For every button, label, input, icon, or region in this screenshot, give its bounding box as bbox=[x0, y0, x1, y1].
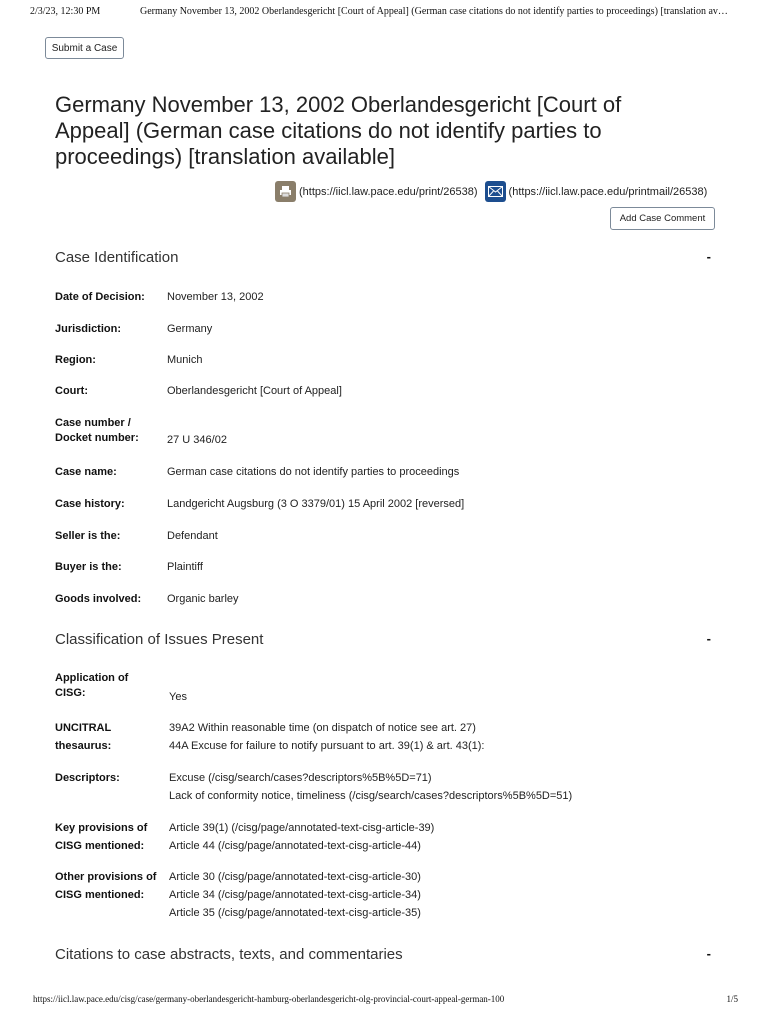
printmail-link[interactable]: (https://iicl.law.pace.edu/printmail/26538) bbox=[508, 185, 708, 198]
case-identification-header[interactable] bbox=[55, 249, 711, 266]
field-case-number: Case number / Docket number: 27 U 346/02 bbox=[55, 417, 227, 446]
printer-icon[interactable] bbox=[275, 181, 296, 202]
field-buyer: Buyer is the: Plaintiff bbox=[55, 561, 203, 573]
field-goods-involved: Goods involved: Organic barley bbox=[55, 593, 239, 605]
page-title: Germany November 13, 2002 Oberlandesgericht [Court of Appeal] (German case citations do not identify parties to proceedings) [translation available] bbox=[55, 92, 622, 169]
print-link[interactable]: (https://iicl.law.pace.edu/print/26538) bbox=[299, 185, 478, 198]
field-key-provisions: Key provisions of CISG mentioned: Article 39(1) (/cisg/page/annotated-text-cisg-article-39) Article 44 (/cisg/page/annotated-text-cisg-article-44) bbox=[55, 822, 435, 852]
field-case-history: Case history: Landgericht Augsburg (3 O 3379/01) 15 April 2002 [reversed] bbox=[55, 498, 465, 510]
field-other-provisions: Other provisions of CISG mentioned: Article 30 (/cisg/page/annotated-text-cisg-article-30) Article 34 (/cisg/page/annotated-text-cisg-article-34) Article 35 (/cisg/page/annotated-text-cisg-article-35) bbox=[55, 871, 421, 919]
footer-url: https://iicl.law.pace.edu/cisg/case/germany-oberlandesgericht-hamburg-oberlandesgericht-olg-provincial-court-appeal-german-100 bbox=[33, 994, 505, 1004]
print-header bbox=[30, 6, 748, 17]
field-date-of-decision: Date of Decision: November 13, 2002 bbox=[55, 291, 264, 303]
field-descriptors: Descriptors: Excuse (/cisg/search/cases?descriptors%5B%5D=71) Lack of conformity notice, timeliness (/cisg/search/cases?descriptors%5B%5D=51) bbox=[55, 772, 573, 802]
field-uncitral-thesaurus: UNCITRAL thesaurus: 39A2 Within reasonable time (on dispatch of notice see art. 27) 44A Excuse for failure to notify pursuant to art. 39(1) & art. 43(1): bbox=[55, 722, 485, 752]
classification-header[interactable] bbox=[55, 631, 711, 648]
field-court: Court: Oberlandesgericht [Court of Appeal] bbox=[55, 385, 342, 397]
provision-link[interactable]: Article 39(1) (/cisg/page/annotated-text-cisg-article-39) bbox=[169, 822, 435, 834]
envelope-icon[interactable] bbox=[485, 181, 506, 202]
descriptor-link[interactable]: Lack of conformity notice, timeliness (/cisg/search/cases?descriptors%5B%5D=51) bbox=[169, 790, 573, 802]
print-header-title: Germany November 13, 2002 Oberlandesgericht [Court of Appeal] (German case citations do not identify parties to proceedings) [translation av… bbox=[140, 6, 728, 17]
field-case-name: Case name: German case citations do not identify parties to proceedings bbox=[55, 466, 460, 478]
provision-link[interactable]: Article 34 (/cisg/page/annotated-text-cisg-article-34) bbox=[169, 889, 421, 901]
field-seller: Seller is the: Defendant bbox=[55, 530, 218, 542]
collapse-toggle[interactable]: - bbox=[706, 946, 711, 961]
section-title: Case Identification bbox=[55, 249, 179, 266]
footer-page-number: 1/5 bbox=[726, 994, 738, 1004]
citations-header[interactable] bbox=[55, 946, 711, 963]
print-footer bbox=[33, 994, 738, 1004]
print-date: 2/3/23, 12:30 PM bbox=[30, 6, 101, 17]
field-application-of-cisg: Application of CISG: Yes bbox=[55, 672, 187, 703]
descriptor-link[interactable]: Excuse (/cisg/search/cases?descriptors%5B%5D=71) bbox=[169, 772, 432, 784]
print-links bbox=[275, 181, 707, 202]
section-title: Citations to case abstracts, texts, and commentaries bbox=[55, 946, 403, 963]
field-jurisdiction: Jurisdiction: Germany bbox=[55, 323, 213, 335]
collapse-toggle[interactable]: - bbox=[706, 249, 711, 264]
add-case-comment-button[interactable]: Add Case Comment bbox=[610, 207, 715, 230]
provision-link[interactable]: Article 30 (/cisg/page/annotated-text-cisg-article-30) bbox=[169, 871, 421, 883]
section-title: Classification of Issues Present bbox=[55, 631, 264, 648]
provision-link[interactable]: Article 44 (/cisg/page/annotated-text-cisg-article-44) bbox=[169, 840, 421, 852]
collapse-toggle[interactable]: - bbox=[706, 631, 711, 646]
provision-link[interactable]: Article 35 (/cisg/page/annotated-text-cisg-article-35) bbox=[169, 907, 421, 919]
submit-case-button[interactable]: Submit a Case bbox=[45, 37, 124, 59]
field-region: Region: Munich bbox=[55, 354, 203, 366]
